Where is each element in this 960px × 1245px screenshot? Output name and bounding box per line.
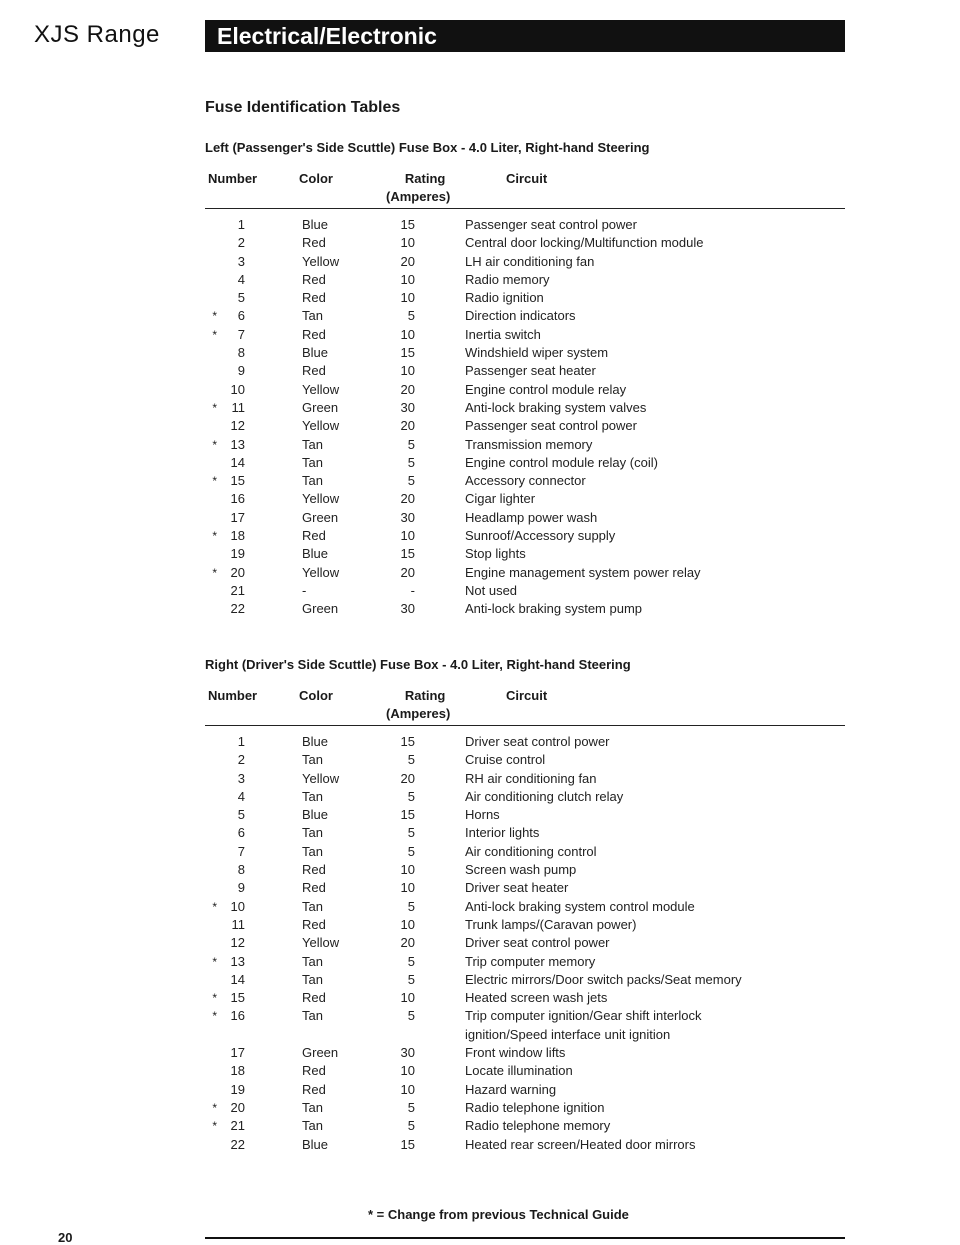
fuse-number: 12 — [230, 935, 245, 951]
fuse-circuit: Central door locking/Multifunction module — [465, 235, 704, 251]
fuse-row — [205, 1081, 845, 1099]
column-header-circuit: Circuit — [506, 688, 548, 703]
fuse-color: Tan — [302, 953, 323, 969]
fuse-number: 11 — [231, 399, 245, 415]
fuse-circuit: Sunroof/Accessory supply — [465, 528, 616, 544]
fuse-circuit: Hazard warning — [465, 1081, 557, 1097]
fuse-rating: 30 — [400, 601, 415, 617]
fuse-row — [205, 861, 845, 879]
fuse-rating: 30 — [400, 509, 415, 525]
fuse-number: 9 — [237, 363, 245, 379]
change-marker: * — [212, 1100, 217, 1115]
fuse-circuit: Passenger seat control power — [465, 217, 637, 232]
fuse-number: 4 — [237, 271, 245, 287]
column-header-rating — [386, 687, 450, 723]
fuse-color: Red — [302, 290, 326, 306]
rating-label: Rating — [404, 688, 446, 703]
change-marker — [205, 770, 219, 788]
fuse-circuit: Cruise control — [465, 752, 546, 768]
change-marker — [205, 582, 219, 600]
fuse-number: 5 — [237, 807, 245, 823]
left-fuse-table — [205, 216, 845, 619]
fuse-rating: 5 — [407, 953, 415, 969]
fuse-rating: 30 — [400, 399, 415, 415]
fuse-circuit: Driver seat heater — [465, 880, 569, 896]
fuse-row — [205, 490, 845, 508]
change-marker — [205, 751, 219, 769]
fuse-circuit: Anti-lock braking system control module — [465, 898, 695, 914]
fuse-circuit: Radio telephone memory — [465, 1118, 611, 1134]
fuse-rating: 20 — [400, 491, 415, 507]
fuse-circuit: LH air conditioning fan — [465, 253, 595, 269]
fuse-number: 10 — [230, 381, 245, 397]
fuse-color: Blue — [302, 345, 329, 361]
header-divider — [205, 725, 845, 726]
change-marker: * — [212, 1119, 217, 1134]
fuse-circuit: Interior lights — [465, 825, 540, 841]
fuse-row — [205, 344, 845, 362]
change-marker — [205, 879, 219, 897]
change-marker: * — [212, 400, 217, 415]
fuse-rating: 5 — [407, 898, 415, 914]
fuse-circuit: Front window lifts — [465, 1045, 566, 1061]
fuse-color: Tan — [302, 971, 323, 987]
change-marker — [205, 824, 219, 842]
fuse-number: 4 — [237, 788, 245, 804]
fuse-row — [205, 307, 845, 325]
fuse-number: 13 — [230, 953, 245, 969]
fuse-circuit: Stop lights — [465, 546, 526, 562]
fuse-rating: 20 — [400, 935, 415, 951]
fuse-circuit: Windshield wiper system — [465, 345, 609, 361]
change-marker: * — [212, 437, 217, 452]
fuse-row — [205, 582, 845, 600]
fuse-color: Tan — [302, 898, 323, 914]
change-marker — [205, 417, 219, 435]
change-marker — [205, 216, 219, 234]
fuse-row — [205, 381, 845, 399]
fuse-color: Tan — [302, 454, 323, 470]
change-marker — [205, 788, 219, 806]
fuse-number: 7 — [237, 326, 245, 342]
fuse-rating: 15 — [400, 807, 415, 823]
fuse-color: Tan — [302, 1008, 323, 1024]
fuse-row — [205, 953, 845, 971]
fuse-color: Tan — [302, 1118, 323, 1134]
fuse-number: 14 — [230, 971, 245, 987]
fuse-rating: 15 — [400, 734, 415, 749]
fuse-rating: 10 — [400, 880, 415, 896]
change-marker — [205, 806, 219, 824]
fuse-rating: 10 — [400, 290, 415, 306]
change-marker — [205, 861, 219, 879]
fuse-circuit: Heated screen wash jets — [465, 990, 608, 1006]
fuse-rating: 5 — [407, 473, 415, 489]
change-marker — [205, 1062, 219, 1080]
fuse-circuit: Trip computer memory — [465, 953, 596, 969]
fuse-rating: 10 — [400, 363, 415, 379]
column-header-number: Number — [208, 171, 258, 186]
fuse-color: Red — [302, 990, 326, 1006]
fuse-rating: 5 — [407, 825, 415, 841]
fuse-number: 9 — [237, 880, 245, 896]
fuse-color: Blue — [302, 734, 329, 749]
fuse-circuit: Heated rear screen/Heated door mirrors — [465, 1136, 696, 1152]
change-marker — [205, 271, 219, 289]
change-marker — [205, 545, 219, 563]
fuse-number: 11 — [231, 916, 245, 932]
fuse-number: 21 — [230, 582, 245, 598]
fuse-rating: 15 — [400, 546, 415, 562]
fuse-rating: 20 — [400, 418, 415, 434]
fuse-rating: 5 — [407, 971, 415, 987]
fuse-rating: 5 — [407, 1008, 415, 1024]
fuse-row — [205, 362, 845, 380]
footnote: * = Change from previous Technical Guide — [368, 1207, 629, 1222]
fuse-circuit: Engine control module relay (coil) — [465, 454, 658, 470]
fuse-circuit: RH air conditioning fan — [465, 770, 597, 786]
fuse-row — [205, 289, 845, 307]
column-header-color: Color — [299, 171, 333, 186]
fuse-color: Blue — [302, 807, 329, 823]
fuse-color: Red — [302, 862, 326, 878]
fuse-circuit: Driver seat control power — [465, 935, 610, 951]
change-marker — [205, 600, 219, 618]
change-marker: * — [212, 565, 217, 580]
fuse-circuit: Radio memory — [465, 271, 550, 287]
fuse-circuit: Not used — [465, 582, 518, 598]
change-marker — [205, 344, 219, 362]
fuse-number: 2 — [237, 752, 245, 768]
fuse-number: 5 — [237, 290, 245, 306]
fuse-row — [205, 934, 845, 952]
fuse-circuit: Radio ignition — [465, 290, 544, 306]
column-header-rating — [386, 170, 450, 206]
fuse-row — [205, 472, 845, 490]
fuse-row — [205, 806, 845, 824]
fuse-color: Red — [302, 363, 326, 379]
fuse-rating: 10 — [400, 990, 415, 1006]
fuse-circuit: Locate illumination — [465, 1063, 573, 1079]
fuse-row — [205, 417, 845, 435]
header-divider — [205, 208, 845, 209]
fuse-number: 7 — [237, 843, 245, 859]
column-header-color: Color — [299, 688, 333, 703]
fuse-number: 20 — [230, 1099, 245, 1115]
fuse-circuit: Air conditioning control — [465, 843, 597, 859]
fuse-circuit: Air conditioning clutch relay — [465, 788, 624, 804]
fuse-row — [205, 216, 845, 234]
fuse-rating: 5 — [407, 752, 415, 768]
fuse-rating: 15 — [400, 217, 415, 232]
fuse-number: 18 — [230, 1063, 245, 1079]
fuse-color: Yellow — [302, 564, 340, 580]
fuse-rating: 10 — [400, 271, 415, 287]
fuse-circuit: Screen wash pump — [465, 862, 577, 878]
fuse-color: Tan — [302, 843, 323, 859]
fuse-row — [205, 733, 845, 751]
fuse-number: 22 — [230, 1136, 245, 1152]
fuse-rating: 10 — [400, 862, 415, 878]
fuse-rating: 5 — [407, 788, 415, 804]
fuse-rating: 10 — [400, 235, 415, 251]
rating-unit-label: (Amperes) — [386, 189, 451, 204]
fuse-rating: 30 — [400, 1045, 415, 1061]
change-marker: * — [212, 899, 217, 914]
fuse-row — [205, 788, 845, 806]
fuse-circuit: Engine control module relay — [465, 381, 627, 397]
fuse-color: Red — [302, 235, 326, 251]
fuse-number: 12 — [230, 418, 245, 434]
fuse-circuit: Anti-lock braking system pump — [465, 601, 643, 617]
change-marker — [205, 381, 219, 399]
fuse-number: 15 — [230, 473, 245, 489]
fuse-rating: 20 — [400, 770, 415, 786]
fuse-row — [205, 1007, 845, 1044]
fuse-circuit: Engine management system power relay — [465, 564, 701, 580]
change-marker: * — [212, 954, 217, 969]
fuse-color: Red — [302, 880, 326, 896]
change-marker: * — [212, 1009, 217, 1024]
change-marker: * — [212, 327, 217, 342]
fuse-number: 15 — [230, 990, 245, 1006]
fuse-color: - — [302, 582, 307, 598]
fuse-color: Yellow — [302, 491, 340, 507]
fuse-circuit: Passenger seat control power — [465, 418, 637, 434]
fuse-number: 8 — [237, 862, 245, 878]
fuse-number: 2 — [237, 235, 245, 251]
fuse-color: Tan — [302, 825, 323, 841]
fuse-rating: 5 — [407, 1118, 415, 1134]
fuse-rating: 20 — [400, 253, 415, 269]
fuse-rating: 15 — [400, 345, 415, 361]
fuse-color: Red — [302, 1081, 326, 1097]
change-marker — [205, 509, 219, 527]
fuse-number: 17 — [230, 509, 245, 525]
change-marker — [205, 1136, 219, 1154]
change-marker: * — [212, 474, 217, 489]
fuse-number: 6 — [237, 825, 245, 841]
fuse-color: Yellow — [302, 253, 340, 269]
fuse-row — [205, 509, 845, 527]
fuse-color: Blue — [302, 546, 329, 562]
change-marker — [205, 362, 219, 380]
fuse-row — [205, 436, 845, 454]
brand-title: XJS Range — [34, 21, 160, 48]
fuse-row — [205, 989, 845, 1007]
right-fuse-box-title: Right (Driver's Side Scuttle) Fuse Box - 4.0 Liter, Right-hand Steering — [205, 657, 631, 672]
fuse-number: 10 — [230, 898, 245, 914]
fuse-number: 22 — [230, 601, 245, 617]
fuse-row — [205, 527, 845, 545]
fuse-color: Tan — [302, 1099, 323, 1115]
fuse-row — [205, 916, 845, 934]
fuse-circuit: Trip computer ignition/Gear shift interlock ignition/Speed interface unit ignition — [465, 1008, 702, 1042]
fuse-row — [205, 326, 845, 344]
fuse-number: 8 — [237, 345, 245, 361]
fuse-row — [205, 971, 845, 989]
fuse-rating: 15 — [400, 1136, 415, 1152]
change-marker — [205, 843, 219, 861]
fuse-circuit: Electric mirrors/Door switch packs/Seat memory — [465, 971, 742, 987]
fuse-color: Red — [302, 1063, 326, 1079]
fuse-row — [205, 234, 845, 252]
fuse-row — [205, 1044, 845, 1062]
fuse-circuit: Anti-lock braking system valves — [465, 399, 647, 415]
fuse-circuit: Inertia switch — [465, 326, 541, 342]
change-marker — [205, 916, 219, 934]
fuse-color: Red — [302, 528, 326, 544]
fuse-row — [205, 271, 845, 289]
right-fuse-table — [205, 733, 845, 1154]
fuse-row — [205, 399, 845, 417]
fuse-color: Green — [302, 399, 339, 415]
fuse-number: 19 — [230, 1081, 245, 1097]
fuse-color: Red — [302, 916, 326, 932]
fuse-number: 21 — [230, 1118, 245, 1134]
page-number: 20 — [58, 1230, 73, 1245]
fuse-number: 17 — [230, 1045, 245, 1061]
fuse-row — [205, 253, 845, 271]
column-header-number: Number — [208, 688, 258, 703]
fuse-rating: 20 — [400, 564, 415, 580]
rating-unit-label: (Amperes) — [386, 706, 451, 721]
change-marker: * — [212, 529, 217, 544]
fuse-row — [205, 545, 845, 563]
fuse-number: 16 — [230, 491, 245, 507]
change-marker — [205, 490, 219, 508]
fuse-row — [205, 1099, 845, 1117]
fuse-circuit: Driver seat control power — [465, 734, 610, 749]
page-header — [34, 18, 170, 52]
fuse-rating: 10 — [400, 528, 415, 544]
rating-label: Rating — [404, 171, 446, 186]
fuse-row — [205, 600, 845, 618]
fuse-color: Red — [302, 326, 326, 342]
fuse-number: 3 — [237, 770, 245, 786]
fuse-color: Tan — [302, 752, 323, 768]
change-marker — [205, 1044, 219, 1062]
fuse-row — [205, 898, 845, 916]
fuse-row — [205, 824, 845, 842]
change-marker: * — [212, 991, 217, 1006]
change-marker — [205, 733, 219, 751]
fuse-rating: 20 — [400, 381, 415, 397]
fuse-color: Blue — [302, 217, 329, 232]
fuse-color: Yellow — [302, 935, 340, 951]
page-title: Fuse Identification Tables — [205, 99, 401, 116]
section-banner: Electrical/Electronic — [205, 20, 845, 52]
fuse-color: Yellow — [302, 418, 340, 434]
footer-rule — [205, 1237, 845, 1239]
fuse-rating: 10 — [400, 1081, 415, 1097]
fuse-color: Green — [302, 601, 339, 617]
fuse-color: Blue — [302, 1136, 329, 1152]
fuse-circuit: Passenger seat heater — [465, 363, 596, 379]
fuse-rating: - — [410, 582, 415, 598]
fuse-circuit: Direction indicators — [465, 308, 576, 324]
fuse-rating: 5 — [407, 436, 415, 452]
fuse-color: Tan — [302, 788, 323, 804]
fuse-circuit: Transmission memory — [465, 436, 593, 452]
fuse-number: 1 — [237, 217, 245, 232]
change-marker — [205, 289, 219, 307]
fuse-rating: 10 — [400, 326, 415, 342]
fuse-color: Green — [302, 509, 339, 525]
change-marker — [205, 971, 219, 989]
fuse-row — [205, 564, 845, 582]
fuse-rating: 10 — [400, 1063, 415, 1079]
fuse-number: 18 — [230, 528, 245, 544]
fuse-rating: 10 — [400, 916, 415, 932]
fuse-row — [205, 843, 845, 861]
fuse-color: Tan — [302, 473, 323, 489]
fuse-row — [205, 1136, 845, 1154]
fuse-number: 6 — [237, 308, 245, 324]
fuse-circuit: Accessory connector — [465, 473, 586, 489]
fuse-number: 13 — [230, 436, 245, 452]
change-marker: * — [212, 309, 217, 324]
fuse-circuit: Cigar lighter — [465, 491, 536, 507]
fuse-row — [205, 454, 845, 472]
fuse-row — [205, 1117, 845, 1135]
fuse-number: 19 — [230, 546, 245, 562]
fuse-number: 20 — [230, 564, 245, 580]
fuse-color: Tan — [302, 308, 323, 324]
fuse-rating: 5 — [407, 308, 415, 324]
fuse-row — [205, 1062, 845, 1080]
fuse-color: Yellow — [302, 381, 340, 397]
fuse-rating: 5 — [407, 1099, 415, 1115]
fuse-number: 14 — [230, 454, 245, 470]
change-marker — [205, 1081, 219, 1099]
fuse-color: Red — [302, 271, 326, 287]
fuse-circuit: Headlamp power wash — [465, 509, 598, 525]
fuse-circuit: Horns — [465, 807, 500, 823]
change-marker — [205, 454, 219, 472]
fuse-row — [205, 751, 845, 769]
fuse-number: 16 — [230, 1008, 245, 1024]
change-marker — [205, 253, 219, 271]
fuse-color: Green — [302, 1045, 339, 1061]
fuse-rating: 5 — [407, 454, 415, 470]
fuse-circuit: Radio telephone ignition — [465, 1099, 605, 1115]
change-marker — [205, 234, 219, 252]
fuse-row — [205, 770, 845, 788]
left-fuse-box-title: Left (Passenger's Side Scuttle) Fuse Box - 4.0 Liter, Right-hand Steering — [205, 140, 650, 155]
fuse-number: 1 — [237, 734, 245, 749]
fuse-rating: 5 — [407, 843, 415, 859]
change-marker — [205, 934, 219, 952]
column-header-circuit: Circuit — [506, 171, 548, 186]
fuse-number: 3 — [237, 253, 245, 269]
fuse-circuit: Trunk lamps/(Caravan power) — [465, 916, 637, 932]
fuse-color: Tan — [302, 436, 323, 452]
fuse-row — [205, 879, 845, 897]
fuse-color: Yellow — [302, 770, 340, 786]
